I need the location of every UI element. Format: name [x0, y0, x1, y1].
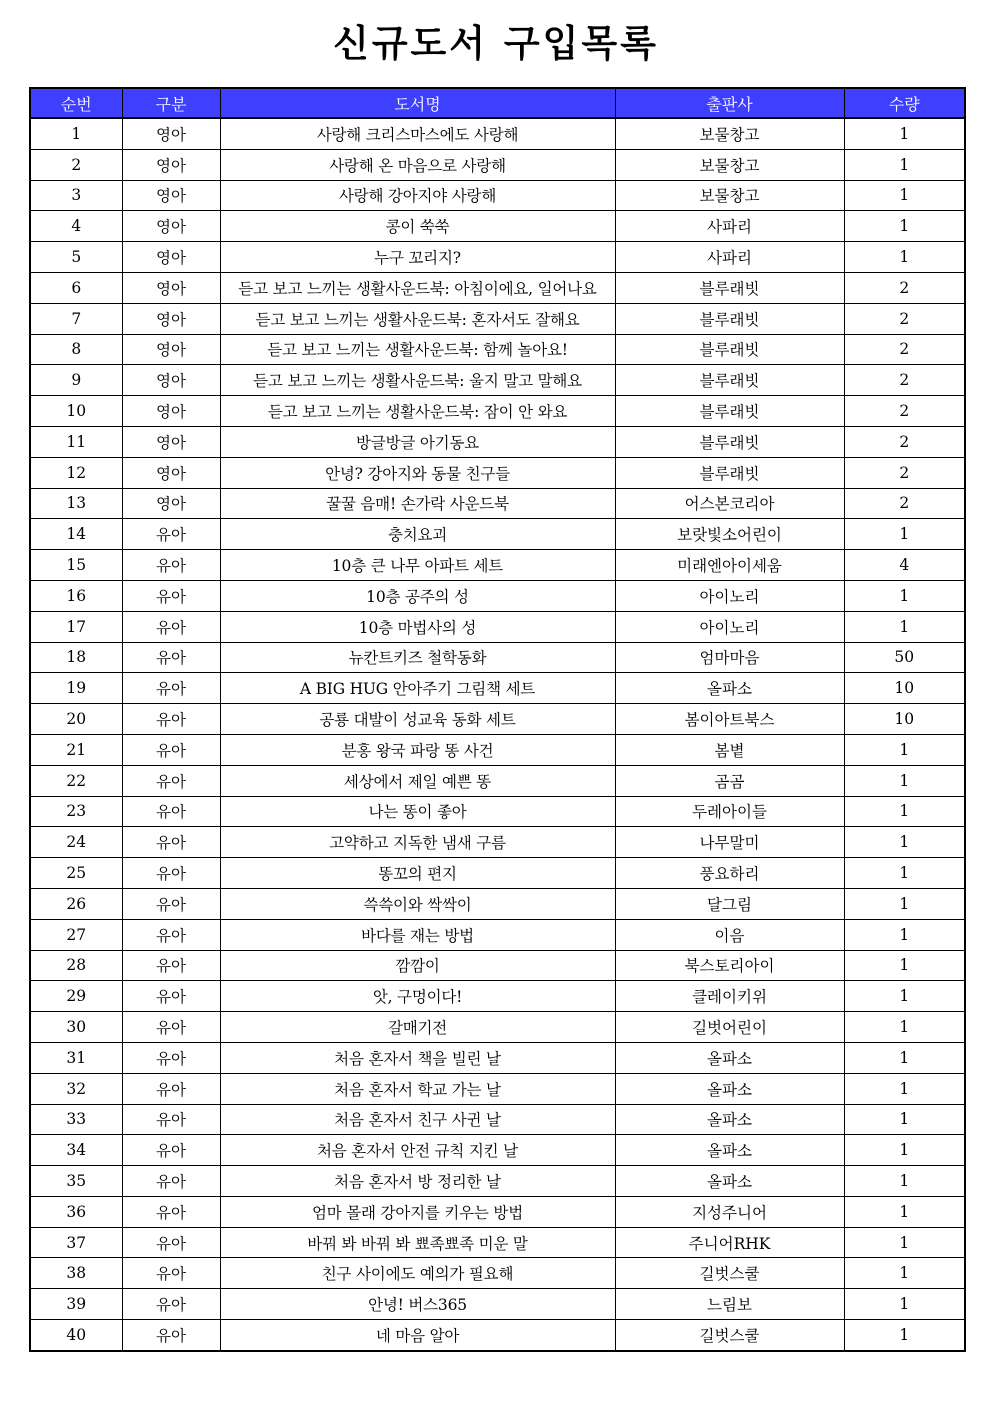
cell-quantity: 2 — [844, 488, 965, 519]
cell-category: 영아 — [122, 242, 220, 273]
cell-number: 29 — [30, 981, 122, 1012]
cell-book-title: 고약하고 지독한 냄새 구름 — [220, 827, 615, 858]
table-row — [30, 765, 965, 796]
cell-number: 23 — [30, 796, 122, 827]
table-row — [30, 734, 965, 765]
table-row — [30, 149, 965, 180]
cell-category: 유아 — [122, 550, 220, 581]
cell-number: 38 — [30, 1258, 122, 1289]
cell-book-title: 나는 똥이 좋아 — [220, 796, 615, 827]
cell-quantity: 1 — [844, 827, 965, 858]
cell-number: 8 — [30, 334, 122, 365]
cell-publisher: 아이노리 — [615, 611, 844, 642]
cell-category: 유아 — [122, 519, 220, 550]
cell-book-title: 처음 혼자서 친구 사귄 날 — [220, 1104, 615, 1135]
table-row — [30, 888, 965, 919]
cell-number: 36 — [30, 1196, 122, 1227]
cell-category: 유아 — [122, 734, 220, 765]
cell-quantity: 1 — [844, 1135, 965, 1166]
cell-category: 유아 — [122, 1320, 220, 1351]
cell-number: 40 — [30, 1320, 122, 1351]
cell-number: 16 — [30, 580, 122, 611]
cell-quantity: 2 — [844, 457, 965, 488]
cell-quantity: 1 — [844, 519, 965, 550]
cell-quantity: 2 — [844, 426, 965, 457]
cell-number: 19 — [30, 673, 122, 704]
cell-category: 유아 — [122, 580, 220, 611]
cell-number: 10 — [30, 396, 122, 427]
cell-book-title: 바다를 재는 방법 — [220, 919, 615, 950]
table-row — [30, 272, 965, 303]
cell-number: 22 — [30, 765, 122, 796]
table-row — [30, 211, 965, 242]
cell-quantity: 2 — [844, 303, 965, 334]
cell-category: 영아 — [122, 118, 220, 149]
cell-publisher: 블루래빗 — [615, 272, 844, 303]
cell-publisher: 아이노리 — [615, 580, 844, 611]
table-row — [30, 580, 965, 611]
table-row — [30, 1012, 965, 1043]
cell-quantity: 1 — [844, 765, 965, 796]
cell-publisher: 풍요하리 — [615, 858, 844, 889]
cell-category: 유아 — [122, 888, 220, 919]
cell-number: 13 — [30, 488, 122, 519]
table-row — [30, 550, 965, 581]
cell-book-title: 안녕? 강아지와 동물 친구들 — [220, 457, 615, 488]
book-list-table — [29, 87, 966, 1352]
table-row — [30, 827, 965, 858]
cell-book-title: 공룡 대발이 성교육 동화 세트 — [220, 704, 615, 735]
cell-book-title: 10층 마법사의 성 — [220, 611, 615, 642]
cell-category: 영아 — [122, 303, 220, 334]
cell-publisher: 나무말미 — [615, 827, 844, 858]
cell-book-title: 처음 혼자서 책을 빌린 날 — [220, 1042, 615, 1073]
cell-publisher: 블루래빗 — [615, 426, 844, 457]
table-row — [30, 1073, 965, 1104]
table-header-row — [30, 88, 965, 118]
cell-publisher: 보랏빛소어린이 — [615, 519, 844, 550]
cell-category: 유아 — [122, 1104, 220, 1135]
cell-book-title: 네 마음 알아 — [220, 1320, 615, 1351]
cell-number: 14 — [30, 519, 122, 550]
cell-book-title: 친구 사이에도 예의가 필요해 — [220, 1258, 615, 1289]
table-row — [30, 796, 965, 827]
table-row — [30, 919, 965, 950]
cell-category: 영아 — [122, 488, 220, 519]
table-row — [30, 180, 965, 211]
cell-category: 유아 — [122, 1227, 220, 1258]
cell-publisher: 클레이키위 — [615, 981, 844, 1012]
table-row — [30, 611, 965, 642]
cell-quantity: 1 — [844, 118, 965, 149]
cell-quantity: 1 — [844, 1073, 965, 1104]
cell-book-title: 엄마 몰래 강아지를 키우는 방법 — [220, 1196, 615, 1227]
cell-book-title: 분홍 왕국 파랑 똥 사건 — [220, 734, 615, 765]
cell-quantity: 1 — [844, 242, 965, 273]
cell-number: 9 — [30, 365, 122, 396]
cell-publisher: 어스본코리아 — [615, 488, 844, 519]
header-number: 순번 — [30, 88, 122, 118]
cell-number: 37 — [30, 1227, 122, 1258]
table-row — [30, 1042, 965, 1073]
cell-quantity: 1 — [844, 1042, 965, 1073]
cell-number: 35 — [30, 1166, 122, 1197]
cell-number: 26 — [30, 888, 122, 919]
cell-number: 4 — [30, 211, 122, 242]
cell-book-title: 갈매기전 — [220, 1012, 615, 1043]
table-row — [30, 1258, 965, 1289]
cell-quantity: 1 — [844, 611, 965, 642]
cell-book-title: 세상에서 제일 예쁜 똥 — [220, 765, 615, 796]
cell-book-title: 깜깜이 — [220, 950, 615, 981]
table-row — [30, 488, 965, 519]
cell-book-title: 방글방글 아기동요 — [220, 426, 615, 457]
cell-publisher: 주니어RHK — [615, 1227, 844, 1258]
cell-book-title: 누구 꼬리지? — [220, 242, 615, 273]
cell-book-title: 듣고 보고 느끼는 생활사운드북: 잠이 안 와요 — [220, 396, 615, 427]
cell-quantity: 1 — [844, 981, 965, 1012]
table-row — [30, 457, 965, 488]
cell-category: 유아 — [122, 642, 220, 673]
cell-category: 영아 — [122, 272, 220, 303]
cell-number: 30 — [30, 1012, 122, 1043]
cell-category: 유아 — [122, 1073, 220, 1104]
cell-book-title: 바꿔 봐 바꿔 봐 뾰족뾰족 미운 말 — [220, 1227, 615, 1258]
cell-quantity: 1 — [844, 734, 965, 765]
cell-publisher: 지성주니어 — [615, 1196, 844, 1227]
cell-publisher: 미래엔아이세움 — [615, 550, 844, 581]
cell-publisher: 보물창고 — [615, 180, 844, 211]
cell-category: 유아 — [122, 1012, 220, 1043]
cell-number: 20 — [30, 704, 122, 735]
cell-publisher: 엄마마음 — [615, 642, 844, 673]
cell-book-title: 10층 큰 나무 아파트 세트 — [220, 550, 615, 581]
cell-category: 영아 — [122, 334, 220, 365]
cell-publisher: 블루래빗 — [615, 396, 844, 427]
table-row — [30, 1135, 965, 1166]
cell-number: 12 — [30, 457, 122, 488]
cell-book-title: 듣고 보고 느끼는 생활사운드북: 울지 말고 말해요 — [220, 365, 615, 396]
table-row — [30, 1104, 965, 1135]
cell-book-title: 쓱쓱이와 싹싹이 — [220, 888, 615, 919]
cell-number: 39 — [30, 1289, 122, 1320]
cell-number: 24 — [30, 827, 122, 858]
table-row — [30, 519, 965, 550]
cell-category: 유아 — [122, 981, 220, 1012]
cell-book-title: 10층 공주의 성 — [220, 580, 615, 611]
cell-category: 유아 — [122, 673, 220, 704]
cell-quantity: 1 — [844, 1012, 965, 1043]
cell-publisher: 길벗스쿨 — [615, 1320, 844, 1351]
table-row — [30, 704, 965, 735]
cell-quantity: 1 — [844, 580, 965, 611]
cell-category: 유아 — [122, 827, 220, 858]
header-book-title: 도서명 — [220, 88, 615, 118]
cell-category: 유아 — [122, 1289, 220, 1320]
cell-number: 11 — [30, 426, 122, 457]
cell-category: 유아 — [122, 1135, 220, 1166]
table-row — [30, 365, 965, 396]
cell-publisher: 블루래빗 — [615, 334, 844, 365]
cell-quantity: 1 — [844, 858, 965, 889]
cell-publisher: 보물창고 — [615, 118, 844, 149]
cell-quantity: 1 — [844, 149, 965, 180]
cell-category: 영아 — [122, 457, 220, 488]
cell-publisher: 봄볕 — [615, 734, 844, 765]
cell-category: 유아 — [122, 858, 220, 889]
cell-publisher: 봄이아트북스 — [615, 704, 844, 735]
table-row — [30, 1320, 965, 1351]
cell-number: 6 — [30, 272, 122, 303]
header-quantity: 수량 — [844, 88, 965, 118]
cell-category: 유아 — [122, 765, 220, 796]
cell-publisher: 달그림 — [615, 888, 844, 919]
cell-number: 32 — [30, 1073, 122, 1104]
cell-quantity: 2 — [844, 365, 965, 396]
cell-number: 21 — [30, 734, 122, 765]
cell-book-title: A BIG HUG 안아주기 그림책 세트 — [220, 673, 615, 704]
cell-category: 영아 — [122, 180, 220, 211]
page-title: 신규도서 구입목록 — [333, 22, 659, 65]
cell-number: 33 — [30, 1104, 122, 1135]
cell-category: 유아 — [122, 950, 220, 981]
cell-book-title: 처음 혼자서 학교 가는 날 — [220, 1073, 615, 1104]
cell-category: 유아 — [122, 919, 220, 950]
cell-quantity: 1 — [844, 1258, 965, 1289]
cell-category: 유아 — [122, 796, 220, 827]
cell-book-title: 듣고 보고 느끼는 생활사운드북: 함께 놀아요! — [220, 334, 615, 365]
cell-category: 유아 — [122, 611, 220, 642]
cell-quantity: 1 — [844, 1289, 965, 1320]
cell-publisher: 곰곰 — [615, 765, 844, 796]
cell-number: 25 — [30, 858, 122, 889]
cell-number: 3 — [30, 180, 122, 211]
table-row — [30, 642, 965, 673]
cell-publisher: 이음 — [615, 919, 844, 950]
table-row — [30, 1227, 965, 1258]
cell-book-title: 충치요괴 — [220, 519, 615, 550]
cell-book-title: 꿀꿀 음매! 손가락 사운드북 — [220, 488, 615, 519]
cell-publisher: 길벗어린이 — [615, 1012, 844, 1043]
cell-book-title: 듣고 보고 느끼는 생활사운드북: 아침이에요, 일어나요 — [220, 272, 615, 303]
cell-number: 28 — [30, 950, 122, 981]
cell-publisher: 블루래빗 — [615, 457, 844, 488]
cell-quantity: 1 — [844, 211, 965, 242]
cell-category: 영아 — [122, 149, 220, 180]
cell-book-title: 처음 혼자서 방 정리한 날 — [220, 1166, 615, 1197]
cell-quantity: 50 — [844, 642, 965, 673]
table-row — [30, 334, 965, 365]
cell-book-title: 처음 혼자서 안전 규칙 지킨 날 — [220, 1135, 615, 1166]
cell-number: 27 — [30, 919, 122, 950]
header-publisher: 출판사 — [615, 88, 844, 118]
cell-book-title: 사랑해 강아지야 사랑해 — [220, 180, 615, 211]
cell-publisher: 북스토리아이 — [615, 950, 844, 981]
cell-number: 2 — [30, 149, 122, 180]
cell-publisher: 올파소 — [615, 1166, 844, 1197]
cell-category: 영아 — [122, 365, 220, 396]
cell-publisher: 올파소 — [615, 673, 844, 704]
cell-book-title: 콩이 쑥쑥 — [220, 211, 615, 242]
cell-publisher: 사파리 — [615, 211, 844, 242]
cell-quantity: 1 — [844, 919, 965, 950]
cell-quantity: 2 — [844, 396, 965, 427]
cell-publisher: 두레아이들 — [615, 796, 844, 827]
table-row — [30, 1289, 965, 1320]
table-row — [30, 396, 965, 427]
cell-category: 유아 — [122, 704, 220, 735]
cell-quantity: 1 — [844, 1104, 965, 1135]
cell-number: 5 — [30, 242, 122, 273]
cell-publisher: 올파소 — [615, 1135, 844, 1166]
cell-category: 영아 — [122, 396, 220, 427]
cell-quantity: 1 — [844, 1320, 965, 1351]
cell-publisher: 블루래빗 — [615, 303, 844, 334]
cell-number: 1 — [30, 118, 122, 149]
cell-category: 유아 — [122, 1196, 220, 1227]
table-body — [30, 118, 965, 1351]
table-row — [30, 1166, 965, 1197]
cell-category: 유아 — [122, 1042, 220, 1073]
cell-book-title: 앗, 구멍이다! — [220, 981, 615, 1012]
cell-quantity: 1 — [844, 796, 965, 827]
table-row — [30, 1196, 965, 1227]
cell-number: 18 — [30, 642, 122, 673]
cell-publisher: 느림보 — [615, 1289, 844, 1320]
cell-number: 17 — [30, 611, 122, 642]
cell-book-title: 똥꼬의 편지 — [220, 858, 615, 889]
cell-quantity: 1 — [844, 888, 965, 919]
cell-quantity: 1 — [844, 1166, 965, 1197]
cell-book-title: 뉴칸트키즈 철학동화 — [220, 642, 615, 673]
cell-quantity: 10 — [844, 704, 965, 735]
cell-quantity: 2 — [844, 272, 965, 303]
table-row — [30, 118, 965, 149]
cell-book-title: 듣고 보고 느끼는 생활사운드북: 혼자서도 잘해요 — [220, 303, 615, 334]
cell-publisher: 올파소 — [615, 1073, 844, 1104]
cell-book-title: 안녕! 버스365 — [220, 1289, 615, 1320]
cell-publisher: 길벗스쿨 — [615, 1258, 844, 1289]
cell-quantity: 10 — [844, 673, 965, 704]
cell-publisher: 사파리 — [615, 242, 844, 273]
table-row — [30, 950, 965, 981]
cell-publisher: 블루래빗 — [615, 365, 844, 396]
cell-quantity: 2 — [844, 334, 965, 365]
table-row — [30, 981, 965, 1012]
cell-number: 31 — [30, 1042, 122, 1073]
cell-quantity: 1 — [844, 950, 965, 981]
cell-quantity: 1 — [844, 180, 965, 211]
cell-publisher: 올파소 — [615, 1042, 844, 1073]
table-row — [30, 858, 965, 889]
cell-number: 7 — [30, 303, 122, 334]
header-category: 구분 — [122, 88, 220, 118]
cell-category: 영아 — [122, 426, 220, 457]
cell-quantity: 1 — [844, 1227, 965, 1258]
cell-publisher: 올파소 — [615, 1104, 844, 1135]
cell-quantity: 4 — [844, 550, 965, 581]
cell-quantity: 1 — [844, 1196, 965, 1227]
table-row — [30, 426, 965, 457]
cell-number: 34 — [30, 1135, 122, 1166]
cell-number: 15 — [30, 550, 122, 581]
cell-category: 유아 — [122, 1258, 220, 1289]
table-row — [30, 673, 965, 704]
cell-book-title: 사랑해 온 마음으로 사랑해 — [220, 149, 615, 180]
table-row — [30, 303, 965, 334]
cell-publisher: 보물창고 — [615, 149, 844, 180]
cell-book-title: 사랑해 크리스마스에도 사랑해 — [220, 118, 615, 149]
cell-category: 영아 — [122, 211, 220, 242]
cell-category: 유아 — [122, 1166, 220, 1197]
table-row — [30, 242, 965, 273]
